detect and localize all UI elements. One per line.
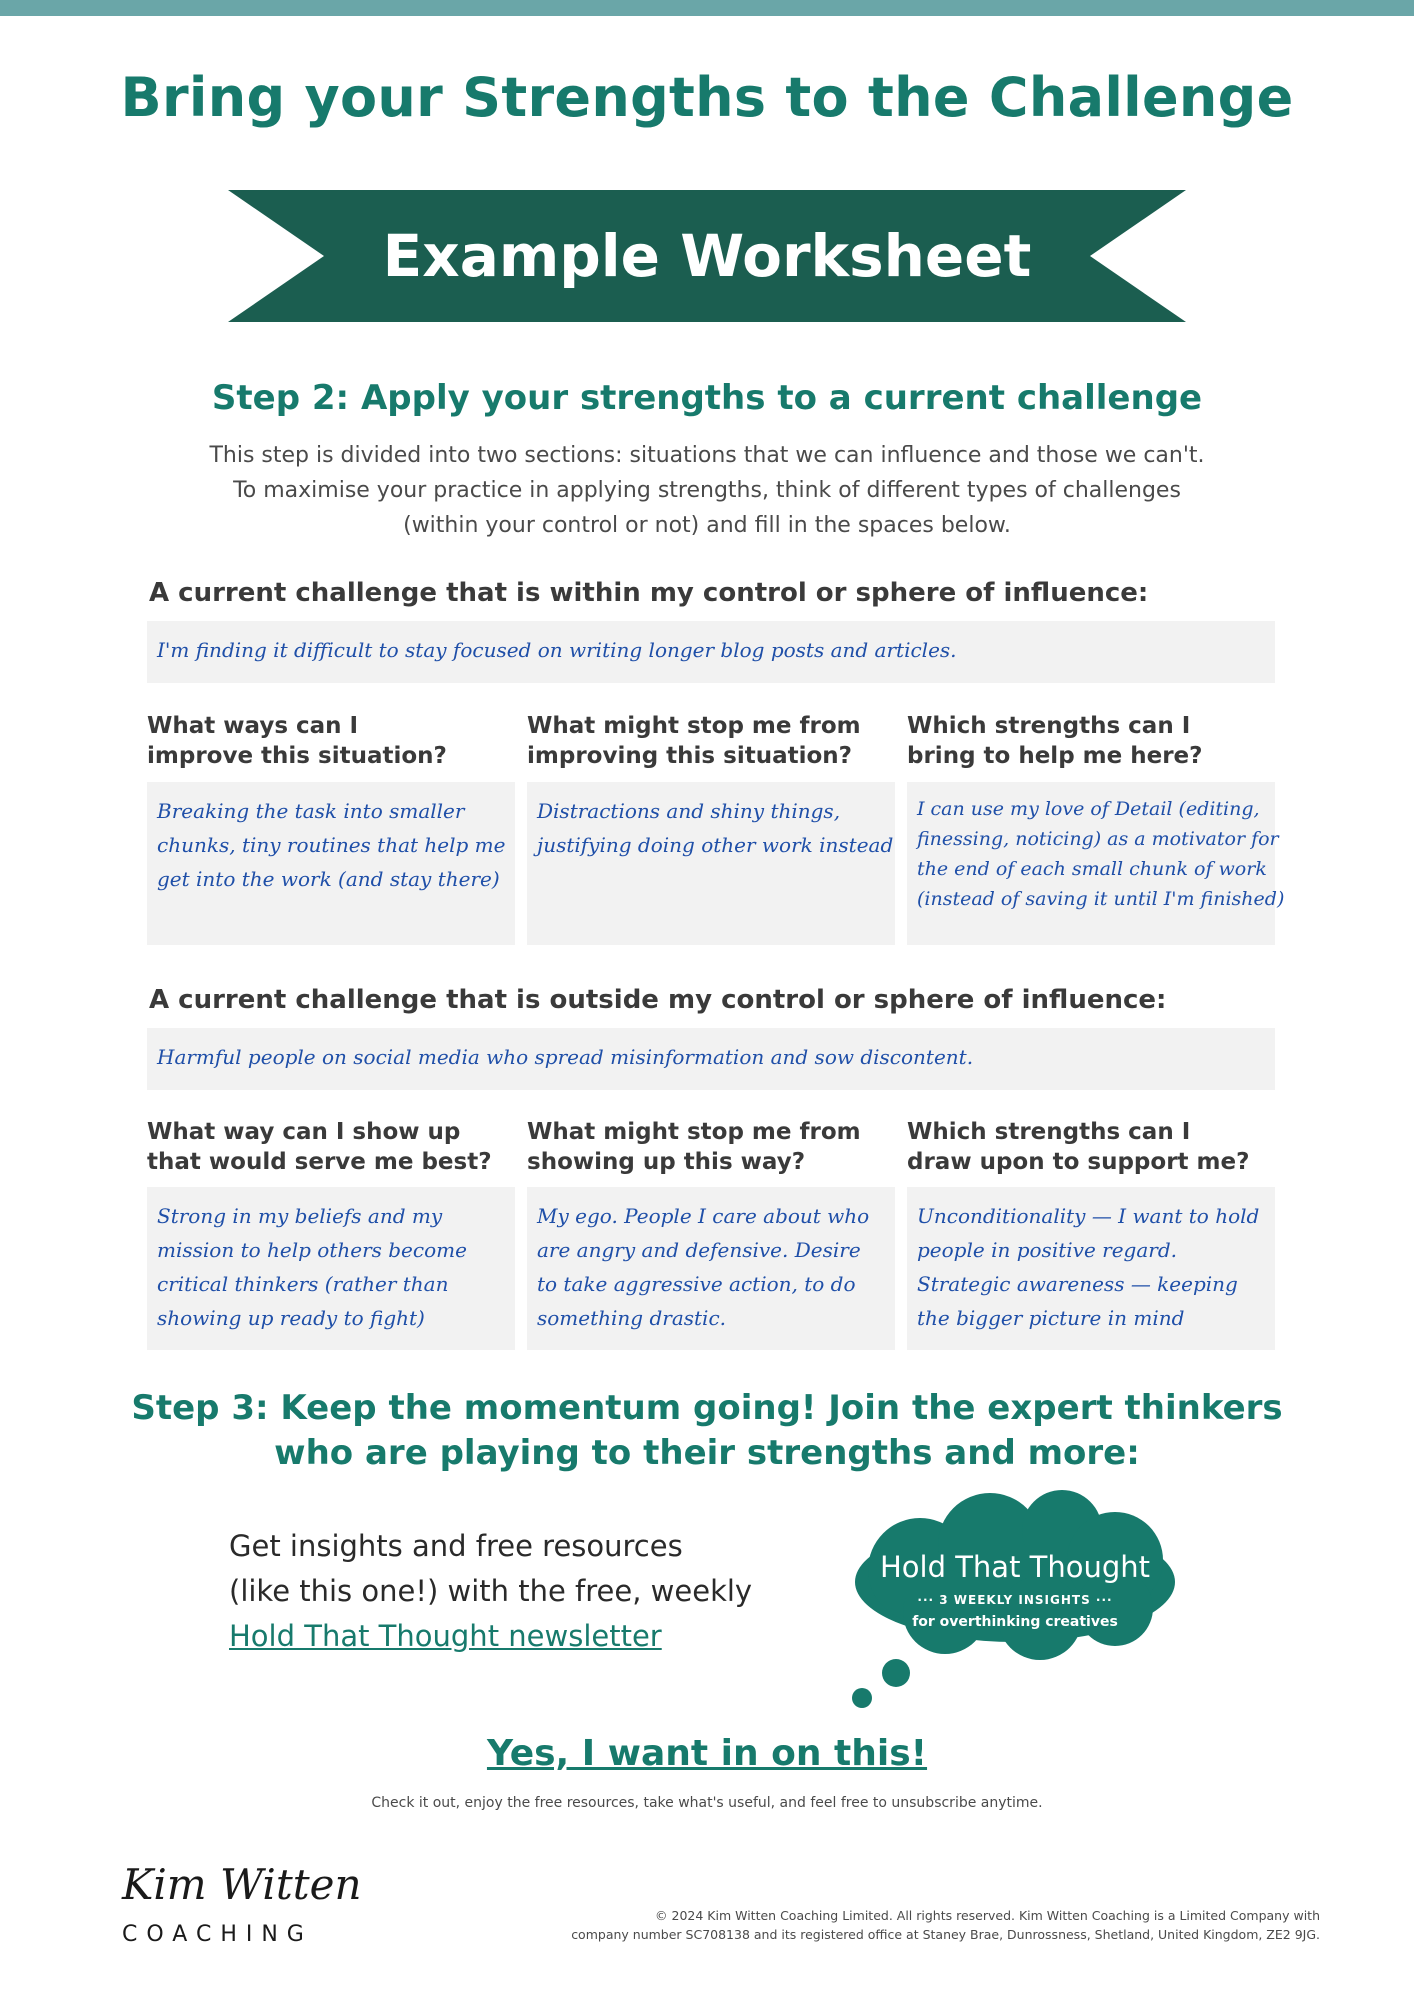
section1-heading: A current challenge that is within my control or sphere of influence:: [149, 578, 1149, 608]
step2-title: Step 2: Apply your strengths to a current challenge: [211, 378, 1203, 418]
cta-note: Check it out, enjoy the free resources, take what's useful, and feel free to unsubscribe anytime.: [371, 1795, 1043, 1811]
section1-answer-1-field[interactable]: Breaking the task into smaller chunks, tiny routines that help me get into the work (and stay there): [147, 782, 515, 945]
section2-answer-3-field[interactable]: Unconditionality — I want to hold people in positive regard. Strategic awareness — keeping the bigger picture in mind: [907, 1187, 1275, 1350]
banner-title: Example Worksheet: [382, 222, 1032, 290]
section2-heading: A current challenge that is outside my control or sphere of influence:: [149, 985, 1167, 1015]
newsletter-pitch: Get insights and free resources (like this one!) with the free, weekly Hold That Thought newsletter: [229, 1529, 753, 1653]
page-title: Bring your Strengths to the Challenge: [120, 66, 1294, 129]
top-accent-bar: [0, 0, 1414, 16]
intro-line: To maximise your practice in applying strengths, think of different types of challenges: [233, 478, 1181, 503]
cloud-subtitle: ··· 3 WEEKLY INSIGHTS ···: [917, 1593, 1113, 1607]
section2-challenge-field[interactable]: Harmful people on social media who spread misinformation and sow discontent.: [147, 1028, 1275, 1090]
signup-cta-link[interactable]: Yes, I want in on this!: [486, 1733, 928, 1774]
section1-answer-3-field[interactable]: I can use my love of Detail (editing, finessing, noticing) as a motivator for the end of each small chunk of work (instead of saving it until I'm finished): [907, 782, 1275, 945]
section2-question-2: What might stop me from showing up this way?: [527, 1119, 861, 1175]
section1-challenge-field[interactable]: I'm finding it difficult to stay focused on writing longer blog posts and articles.: [147, 621, 1275, 683]
section2-question-1: What way can I show up that would serve me best?: [147, 1119, 492, 1175]
section1-question-3: Which strengths can I bring to help me here?: [907, 713, 1203, 769]
step2-intro: [140, 438, 1274, 543]
section2-question-3: Which strengths can I draw upon to support me?: [907, 1119, 1250, 1175]
cloud-tagline: for overthinking creatives: [912, 1614, 1118, 1630]
step3-title: Step 3: Keep the momentum going! Join the expert thinkers who are playing to their strengths and more:: [131, 1388, 1283, 1473]
section1-answer-2-field[interactable]: Distractions and shiny things, justifying doing other work instead: [527, 782, 895, 945]
cloud-title: Hold That Thought: [879, 1550, 1151, 1584]
section1-question-2: What might stop me from improving this situation?: [527, 713, 861, 769]
intro-line: (within your control or not) and fill in the spaces below.: [403, 513, 1011, 538]
copyright-notice: © 2024 Kim Witten Coaching Limited. All rights reserved. Kim Witten Coaching is a Limited Company with company number SC708138 and its registered office at Staney Brae, Dunrossness, Shetland, United Kingdom, ZE2 9JG.: [571, 1908, 1320, 1942]
section2-answer-1-field[interactable]: Strong in my beliefs and my mission to help others become critical thinkers (rather than showing up ready to fight): [147, 1187, 515, 1350]
intro-line: This step is divided into two sections: situations that we can influence and those we can't.: [209, 443, 1205, 468]
logo-signature: Kim Witten: [122, 1860, 362, 1909]
logo-wordmark: COACHING: [122, 1922, 313, 1947]
section1-question-1: What ways can I improve this situation?: [147, 713, 447, 769]
section2-answer-2-field[interactable]: My ego. People I care about who are angry and defensive. Desire to take aggressive action, to do something drastic.: [527, 1187, 895, 1350]
newsletter-link[interactable]: Hold That Thought newsletter: [229, 1619, 662, 1653]
